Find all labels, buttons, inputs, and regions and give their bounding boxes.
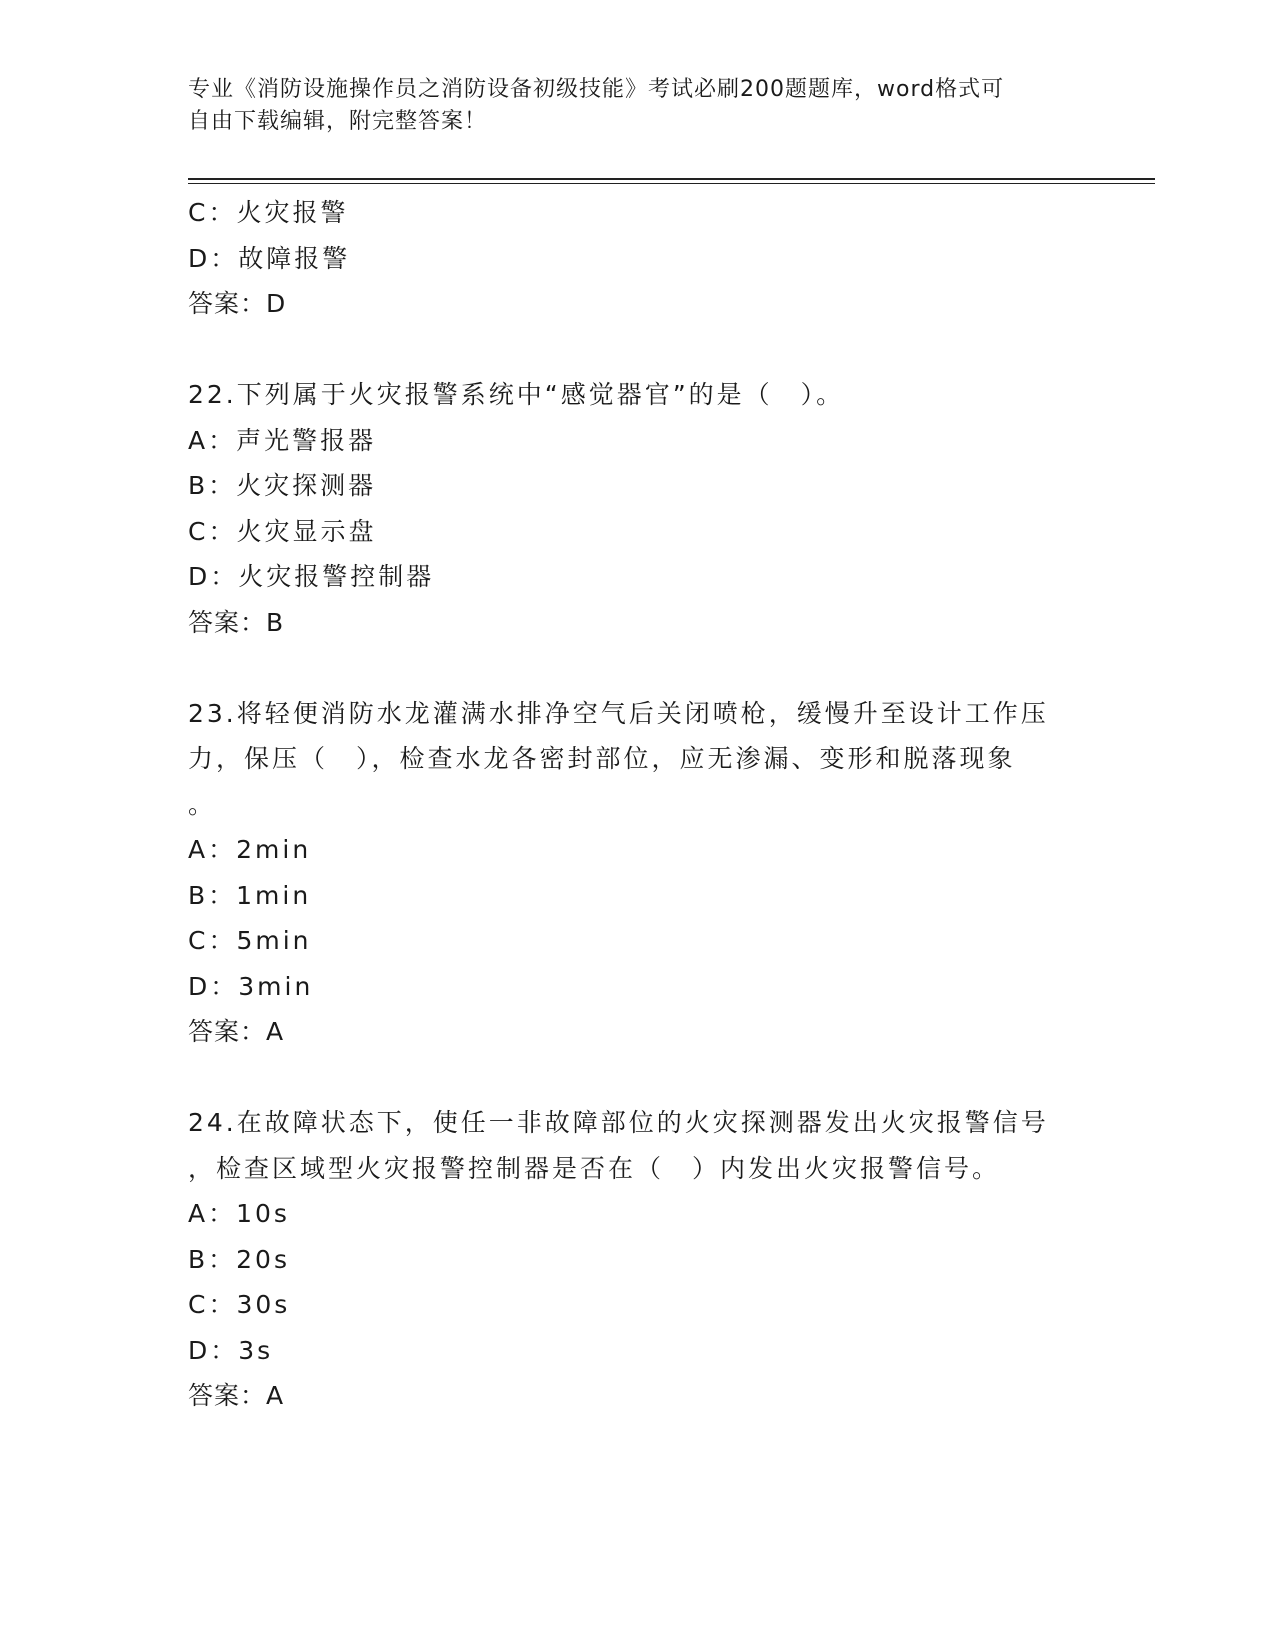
- option-c: C：5min: [188, 926, 312, 955]
- header-divider: [188, 178, 1155, 184]
- option-a: A：2min: [188, 835, 312, 864]
- spacer: [188, 327, 1088, 373]
- answer-line: 答案：A: [188, 1381, 285, 1410]
- question-text: 24.在故障状态下，使任一非故障部位的火灾探测器发出火灾报警信号: [188, 1108, 1049, 1137]
- answer-line: 答案：A: [188, 1017, 285, 1046]
- option-d: D：3min: [188, 971, 314, 1001]
- option-b: B：20s: [188, 1244, 290, 1274]
- header-line-1: 专业《消防设施操作员之消防设备初级技能》考试必刷200题题库，word格式可: [188, 77, 1005, 102]
- option-b: B：1min: [188, 880, 312, 910]
- document-header: [188, 74, 1078, 138]
- option-c: C：火灾显示盘: [188, 516, 377, 546]
- spacer: [188, 645, 1088, 691]
- option-d: D：火灾报警控制器: [188, 562, 435, 591]
- answer-line: 答案：B: [188, 607, 285, 637]
- option-c: C：火灾报警: [188, 198, 349, 227]
- question-text: 22.下列属于火灾报警系统中“感觉器官”的是（ ）。: [188, 380, 845, 409]
- header-line-2: 自由下载编辑，附完整答案！: [188, 109, 488, 134]
- answer-line: 答案：D: [188, 289, 287, 318]
- option-d: D：3s: [188, 1335, 274, 1365]
- question-list: [188, 190, 1088, 1419]
- question-text: 力，保压（ ），检查水龙各密封部位，应无渗漏、变形和脱落现象: [188, 744, 1016, 773]
- option-d: D：故障报警: [188, 243, 351, 273]
- question-text: 23.将轻便消防水龙灌满水排净空气后关闭喷枪，缓慢升至设计工作压: [188, 698, 1049, 728]
- question-text: ，检查区域型火灾报警控制器是否在（ ）内发出火灾报警信号。: [188, 1153, 1001, 1183]
- spacer: [188, 1055, 1088, 1101]
- option-a: A：声光警报器: [188, 425, 377, 455]
- option-b: B：火灾探测器: [188, 471, 377, 500]
- question-text: 。: [188, 789, 217, 819]
- option-a: A：10s: [188, 1199, 290, 1228]
- option-c: C：30s: [188, 1290, 291, 1319]
